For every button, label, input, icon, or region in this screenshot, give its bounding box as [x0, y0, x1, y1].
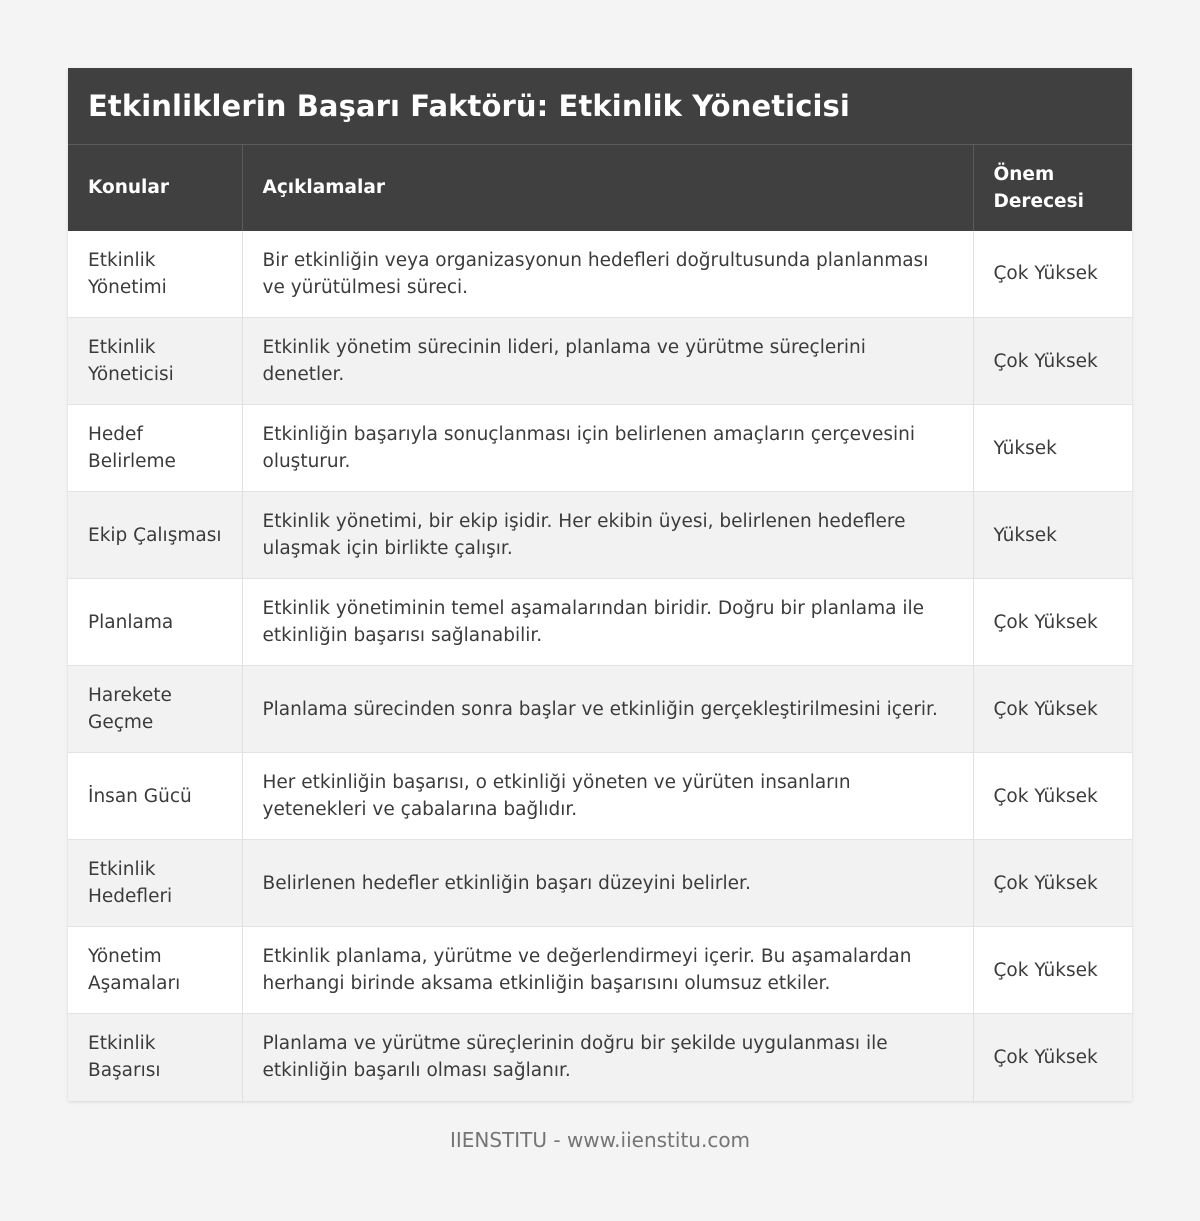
description-cell: Etkinlik yönetim sürecinin lideri, planlama ve yürütme süreçlerini denetler. [242, 318, 973, 405]
table-title: Etkinliklerin Başarı Faktörü: Etkinlik Yöneticisi [68, 68, 1132, 144]
column-header-importance: Önem Derecesi [973, 145, 1132, 231]
importance-cell: Çok Yüksek [973, 579, 1132, 666]
table-row [68, 753, 1132, 840]
table-row [68, 405, 1132, 492]
description-cell: Planlama sürecinden sonra başlar ve etkinliğin gerçekleştirilmesini içerir. [242, 666, 973, 753]
table-row [68, 492, 1132, 579]
description-cell: Belirlenen hedefler etkinliğin başarı düzeyini belirler. [242, 840, 973, 927]
table-row [68, 666, 1132, 753]
table-row [68, 840, 1132, 927]
footer-credit: IIENSTITU - www.iienstitu.com [449, 1128, 751, 1152]
importance-cell: Çok Yüksek [973, 318, 1132, 405]
table-row [68, 579, 1132, 666]
importance-cell: Çok Yüksek [973, 666, 1132, 753]
data-table [68, 144, 1132, 1101]
header-row [68, 145, 1132, 231]
topic-cell: Etkinlik Başarısı [68, 1014, 242, 1101]
table-row [68, 927, 1132, 1014]
table-row [68, 1014, 1132, 1101]
description-cell: Her etkinliğin başarısı, o etkinliği yöneten ve yürüten insanların yetenekleri ve çabalarına bağlıdır. [242, 753, 973, 840]
table-card [68, 68, 1132, 1101]
importance-cell: Çok Yüksek [973, 927, 1132, 1014]
importance-cell: Yüksek [973, 405, 1132, 492]
topic-cell: Harekete Geçme [68, 666, 242, 753]
description-cell: Etkinlik yönetimi, bir ekip işidir. Her ekibin üyesi, belirlenen hedeflere ulaşmak için birlikte çalışır. [242, 492, 973, 579]
description-cell: Planlama ve yürütme süreçlerinin doğru bir şekilde uygulanması ile etkinliğin başarılı olması sağlanır. [242, 1014, 973, 1101]
topic-cell: Etkinlik Hedefleri [68, 840, 242, 927]
topic-cell: Planlama [68, 579, 242, 666]
table-row [68, 231, 1132, 318]
description-cell: Etkinliğin başarıyla sonuçlanması için belirlenen amaçların çerçevesini oluşturur. [242, 405, 973, 492]
table-row [68, 318, 1132, 405]
topic-cell: Etkinlik Yöneticisi [68, 318, 242, 405]
topic-cell: Ekip Çalışması [68, 492, 242, 579]
column-header-topics: Konular [68, 145, 242, 231]
topic-cell: Yönetim Aşamaları [68, 927, 242, 1014]
importance-cell: Yüksek [973, 492, 1132, 579]
description-cell: Etkinlik planlama, yürütme ve değerlendirmeyi içerir. Bu aşamalardan herhangi birinde aksama etkinliğin başarısını olumsuz etkiler. [242, 927, 973, 1014]
column-header-descriptions: Açıklamalar [242, 145, 973, 231]
description-cell: Etkinlik yönetiminin temel aşamalarından biridir. Doğru bir planlama ile etkinliğin başarısı sağlanabilir. [242, 579, 973, 666]
description-cell: Bir etkinliğin veya organizasyonun hedefleri doğrultusunda planlanması ve yürütülmesi süreci. [242, 231, 973, 318]
topic-cell: Hedef Belirleme [68, 405, 242, 492]
importance-cell: Çok Yüksek [973, 231, 1132, 318]
importance-cell: Çok Yüksek [973, 840, 1132, 927]
topic-cell: İnsan Gücü [68, 753, 242, 840]
importance-cell: Çok Yüksek [973, 1014, 1132, 1101]
importance-cell: Çok Yüksek [973, 753, 1132, 840]
topic-cell: Etkinlik Yönetimi [68, 231, 242, 318]
